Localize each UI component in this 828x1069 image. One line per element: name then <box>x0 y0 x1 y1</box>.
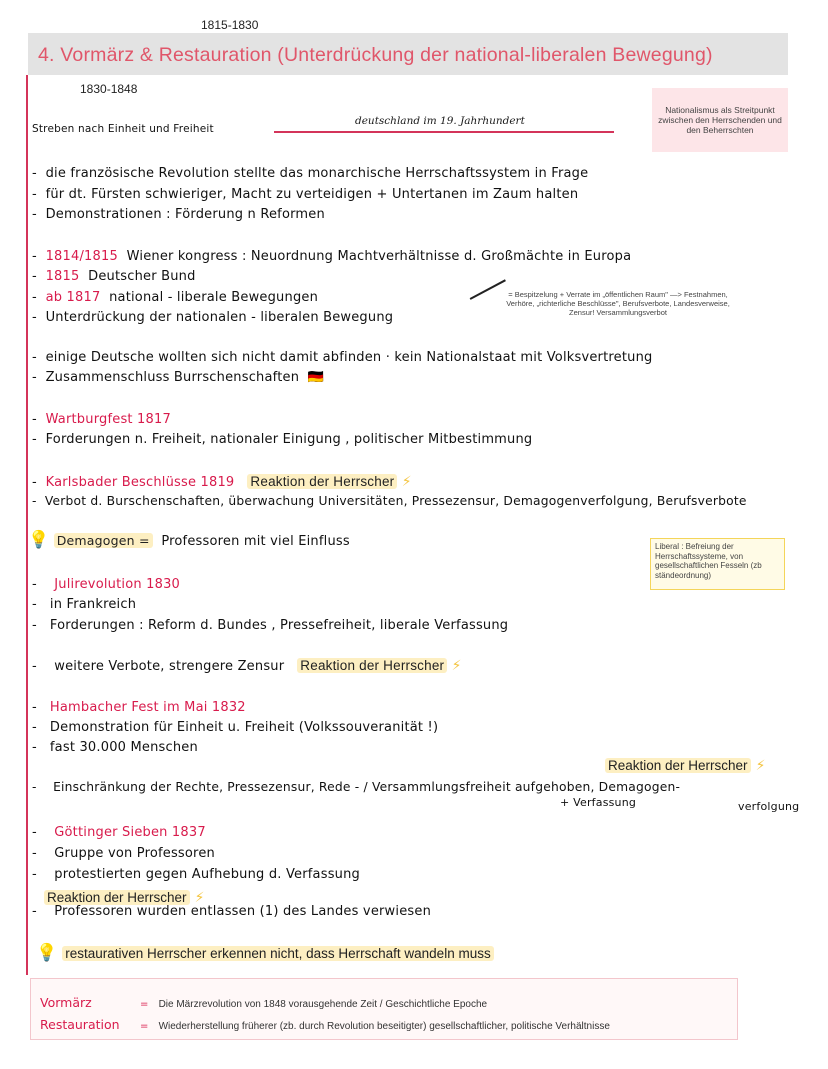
dash-icon: - <box>32 740 37 755</box>
event-heading: Karlsbader Beschlüsse 1819 <box>45 475 235 490</box>
dash-icon: - <box>32 475 37 490</box>
dash-icon: - <box>32 269 37 284</box>
list-item <box>32 350 652 365</box>
dash-icon: - <box>32 618 37 633</box>
reaction-highlight: Reaktion der Herrscher <box>297 658 447 673</box>
german-flag-icon: 🇩🇪 <box>307 370 325 385</box>
dash-icon: - <box>32 249 37 264</box>
line-text: einige Deutsche wollten sich nicht damit abfinden · kein Nationalstaat mit Volksvertretung <box>45 350 653 365</box>
line-text: Wiener kongress : Neuordnung Machtverhältnisse d. Großmächte in Europa <box>126 249 632 264</box>
list-item <box>32 825 206 840</box>
line-text: Deutscher Bund <box>88 269 196 284</box>
line-text: Unterdrückung der nationalen - liberalen Bewegung <box>45 310 394 325</box>
list-item <box>32 412 171 427</box>
lightning-icon: ⚡ <box>401 474 412 490</box>
note-liberal: Liberal : Befreiung der Herrschaftssysteme, von gesellschaftlichen Fesseln (zb ständeordnung) <box>650 538 785 590</box>
note-unterdrueckung: = Bespitzelung + Verrate im „öffentlichen Raum" —> Festnahmen, Verhöre, „richterliche Beschlüsse", Berufsverbote, Landesverweise, Zensur! Versammlungsverbot <box>506 290 730 317</box>
date-text: ab 1817 <box>45 290 101 305</box>
line-text: protestierten gegen Aufhebung d. Verfassung <box>54 867 360 882</box>
list-item <box>32 597 136 612</box>
line-text: national - liberale Bewegungen <box>109 290 319 305</box>
note-nationalismus <box>652 88 788 152</box>
line-text: Verbot d. Burschenschaften, überwachung Universitäten, Pressezensur, Demagogenverfolgung, Berufsverbote <box>44 494 747 508</box>
line-text: fast 30.000 Menschen <box>49 740 198 755</box>
definition-term: Vormärz <box>40 995 92 1010</box>
list-item <box>32 370 324 385</box>
dash-icon: - <box>32 780 37 794</box>
dash-icon: - <box>32 867 37 882</box>
conclusion-line <box>36 943 494 963</box>
intro-rule <box>274 131 614 133</box>
period-date-top: 1815-1830 <box>201 18 259 32</box>
line-text: die französische Revolution stellte das monarchische Herrschaftssystem in Frage <box>45 166 589 181</box>
dash-icon: - <box>32 597 37 612</box>
list-item <box>32 207 325 222</box>
line-continuation: verfolgung <box>738 800 800 813</box>
reaction-line <box>605 755 766 774</box>
dash-icon: - <box>32 207 37 222</box>
list-item <box>32 658 462 674</box>
list-item <box>32 249 631 264</box>
dash-icon: - <box>32 659 37 674</box>
date-text: 1814/1815 <box>45 249 118 264</box>
list-item <box>32 166 588 181</box>
dash-icon: - <box>32 370 37 385</box>
list-item <box>32 904 431 919</box>
list-item <box>32 867 360 882</box>
margin-line <box>26 75 28 975</box>
definition-line <box>28 530 350 550</box>
list-item <box>32 269 196 284</box>
line-text: Demonstrationen : Förderung n Reformen <box>45 207 325 222</box>
conclusion-highlight: restaurativen Herrscher erkennen nicht, dass Herrschaft wandeln muss <box>62 946 493 961</box>
list-item <box>32 720 438 735</box>
event-heading: Hambacher Fest im Mai 1832 <box>49 700 246 715</box>
event-heading: Julirevolution 1830 <box>54 577 181 592</box>
event-heading: Göttinger Sieben 1837 <box>54 825 206 840</box>
line-text: Professoren wurden entlassen (1) des Landes verwiesen <box>54 904 432 919</box>
lightning-icon: ⚡ <box>451 658 462 674</box>
line-continuation: + Verfassung <box>560 796 637 809</box>
equals-sign: = <box>140 999 149 1010</box>
lightbulb-icon: 💡 <box>36 943 58 963</box>
note-nationalismus-text: Nationalismus als Streitpunkt zwischen den Herrschenden und den Beherrschten <box>658 104 782 136</box>
dash-icon: - <box>32 350 37 365</box>
reaction-highlight: Reaktion der Herrscher <box>44 890 190 905</box>
line-text: Einschränkung der Rechte, Pressezensur, Rede - / Versammlungsfreiheit aufgehoben, Demagogen- <box>53 780 681 794</box>
list-item <box>32 290 318 305</box>
definition-row <box>40 992 487 1011</box>
list-item <box>32 494 747 508</box>
line-text: Zusammenschluss Burrschenschaften <box>45 370 300 385</box>
list-item <box>32 577 180 592</box>
line-text: Forderungen n. Freiheit, nationaler Einigung , politischer Mitbestimmung <box>45 432 533 447</box>
list-item <box>32 187 578 202</box>
line-text: in Frankreich <box>49 597 137 612</box>
equals-sign: = <box>140 1021 149 1032</box>
intro-center-text: deutschland im 19. Jahrhundert <box>355 115 525 127</box>
intro-left-text: Streben nach Einheit und Freiheit <box>32 123 214 135</box>
list-item <box>32 310 393 325</box>
dash-icon: - <box>32 290 37 305</box>
dash-icon: - <box>32 412 37 427</box>
lightning-icon: ⚡ <box>194 890 205 906</box>
definition-term: Restauration <box>40 1017 120 1032</box>
event-heading: Wartburgfest 1817 <box>45 412 171 427</box>
list-item <box>32 474 412 490</box>
term-highlight: Demagogen = <box>54 533 153 548</box>
definition-row <box>40 1014 610 1033</box>
list-item <box>32 740 198 755</box>
dash-icon: - <box>32 494 37 508</box>
lightning-icon: ⚡ <box>755 758 766 774</box>
date-text: 1815 <box>45 269 80 284</box>
reaction-highlight: Reaktion der Herrscher <box>247 474 397 489</box>
page-title: 4. Vormärz & Restauration (Unterdrückung der national-liberalen Bewegung) <box>38 44 713 66</box>
dash-icon: - <box>32 700 37 715</box>
dash-icon: - <box>32 846 37 861</box>
line-text: Forderungen : Reform d. Bundes , Pressefreiheit, liberale Verfassung <box>49 618 509 633</box>
line-text: Demonstration für Einheit u. Freiheit (Volkssouveranität !) <box>49 720 439 735</box>
line-text: weitere Verbote, strengere Zensur <box>54 659 285 674</box>
dash-icon: - <box>32 166 37 181</box>
list-item <box>32 618 508 633</box>
dash-icon: - <box>32 904 37 919</box>
dash-icon: - <box>32 432 37 447</box>
period-date-sub: 1830-1848 <box>80 82 138 96</box>
dash-icon: - <box>32 577 37 592</box>
lightbulb-icon: 💡 <box>28 530 50 550</box>
dash-icon: - <box>32 310 37 325</box>
dash-icon: - <box>32 720 37 735</box>
line-text: Professoren mit viel Einfluss <box>161 534 350 549</box>
dash-icon: - <box>32 825 37 840</box>
list-item <box>32 780 680 794</box>
definition-text: Die Märzrevolution von 1848 vorausgehende Zeit / Geschichtliche Epoche <box>158 999 488 1010</box>
line-text: Gruppe von Professoren <box>54 846 215 861</box>
dash-icon: - <box>32 187 37 202</box>
definition-text: Wiederherstellung früherer (zb. durch Revolution beseitigter) gesellschaftlicher, politische Verhältnisse <box>158 1021 610 1032</box>
line-text: für dt. Fürsten schwieriger, Macht zu verteidigen + Untertanen im Zaum halten <box>45 187 579 202</box>
list-item <box>32 432 532 447</box>
list-item <box>32 846 215 861</box>
reaction-highlight: Reaktion der Herrscher <box>605 758 751 773</box>
list-item <box>32 700 246 715</box>
